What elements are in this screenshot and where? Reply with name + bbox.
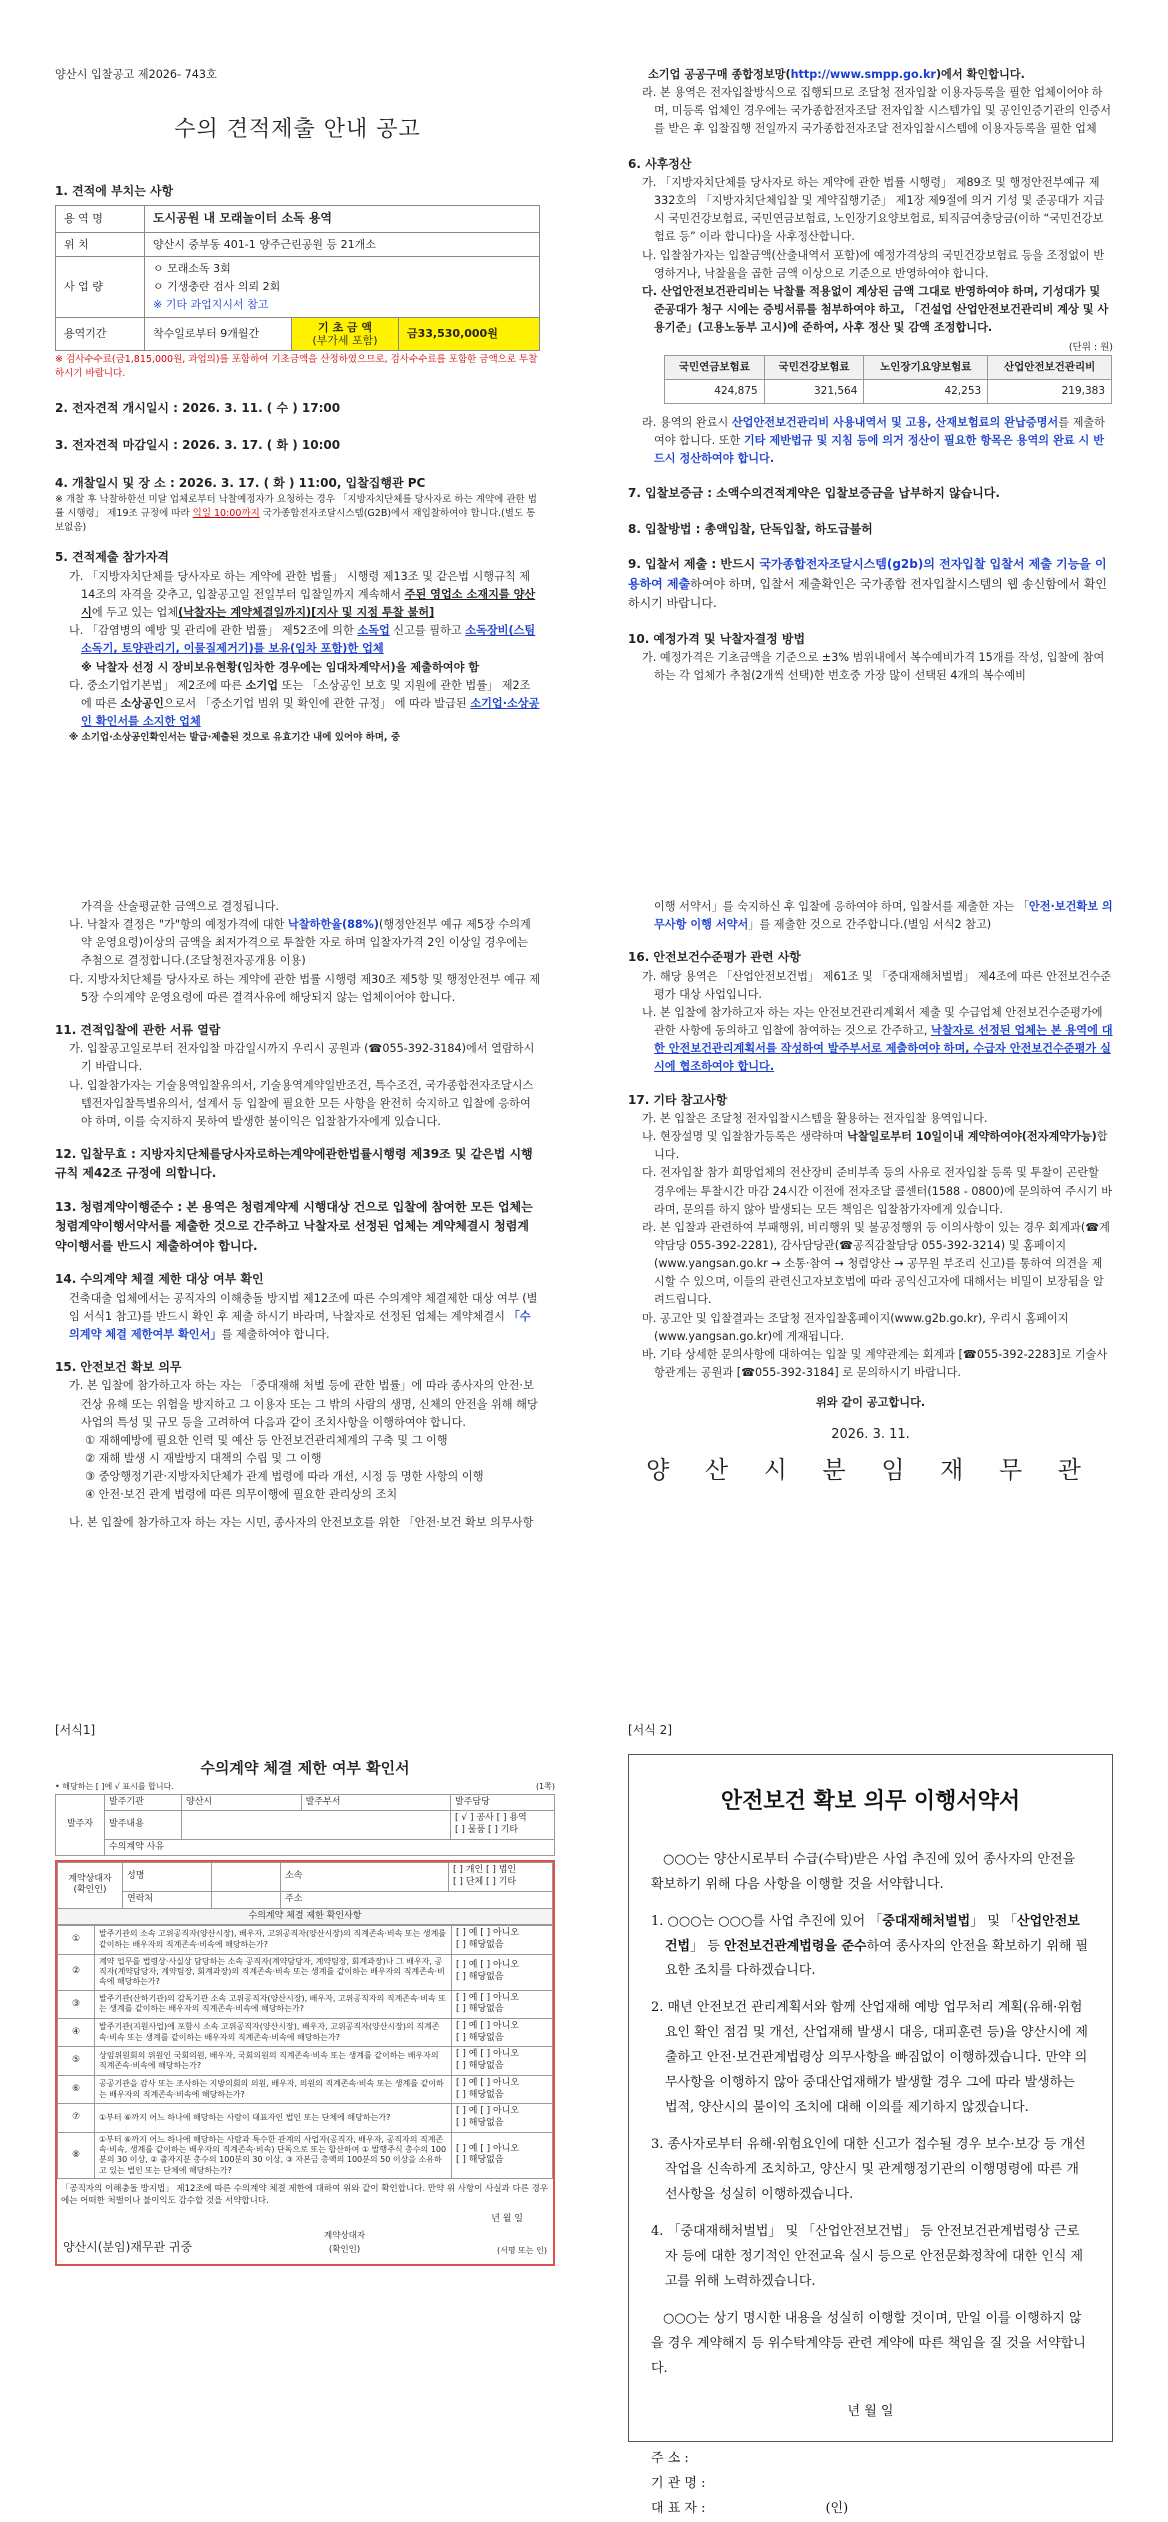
f2-p1-a: 1. ○○○는 ○○○를 사업 추진에 있어 「	[651, 1913, 883, 1929]
s15-item-1: ① 재해예방에 필요한 인력 및 예산 등 안전보건관리체계의 구축 및 그 이행	[85, 1433, 448, 1447]
label-scope: 사 업 량	[56, 257, 145, 317]
f1-chk-indiv[interactable]: [ ] 개인 [ ] 법인	[453, 1865, 517, 1876]
f2-p1-e: 」 등	[690, 1938, 724, 1954]
section-4-note	[55, 493, 540, 534]
form2-p3: 3. 종사자로부터 유해·위험요인에 대한 신고가 접수될 경우 보수·보강 등 개선 작업을 신속하게 조치하고, 양산시 및 관계행정기관의 이행명령에 따른 개선사항을 성실히 이행하겠습니다.	[651, 2137, 1086, 2203]
section-8: 8. 입찰방법 : 총액입찰, 단독입찰, 하도급불허	[628, 521, 873, 536]
f1-sign-note: (서명 또는 인)	[497, 2245, 547, 2255]
f1-row-text: 발주기관의 소속 고위공직자(양산시장), 배우자, 고위공직자(양산시장)의 직계존속·비속 또는 생계를 같이하는 배우자의 직계존속·비속에 해당하는가?	[95, 1926, 452, 1954]
s6-d-blue: 산업안전보건관리비 사용내역서 및 고용, 산재보험료의 완납증명서	[731, 416, 1059, 430]
s5-b-blue: 소독업	[357, 624, 390, 638]
f1-signer: 양산시(분임)재무관 귀중	[63, 2240, 193, 2255]
f1-org-city: 양산시	[182, 1794, 302, 1811]
label-period: 용역기간	[56, 317, 145, 350]
form1-table	[55, 1794, 555, 1857]
form1-rows	[57, 1925, 553, 2179]
f1-row-text: ①부터 ⑥까지 어느 하나에 해당하는 사람과 특수한 관계의 사업자(공직자, 배우자, 공직자의 직계존속·비속, 생계를 같이하는 배우자의 직계존속·비속) 단독으로 또는 합산하여 ① 발행주식 총수의 100분의 30 이상, ② 출자지분 총수의 100분의 30 이상, ③ 자본금 총액의 100분의 50 이상을 소유하고 있는 법인 또는 단체에 해당하는가?	[95, 2132, 452, 2179]
f1-name: 성명	[123, 1863, 212, 1891]
s9-a: 9. 입찰서 제출 : 반드시	[628, 557, 760, 572]
s6-c: 다. 산업안전보건관리비는 낙찰률 적용없이 계상된 금액 그대로 반영하여야 하며, 기성대가 및 준공대가 청구 시에는 증빙서류를 첨부하여야 하고, 「건설업 산업안전보건관리비 계상 및 사용기준」(고용노동부 고시)에 준하여, 사후 정산 및 감액 조정합니다.	[642, 284, 1109, 335]
f1-officer: 발주담당	[450, 1794, 554, 1811]
s17-d: 라. 본 입찰과 관련하여 부패행위, 비리행위 및 불공정행위 등 이의사항이 있는 경우 회계과(☎계약담당 055-392-2281), 감사담당관(☎공직감찰담당 055-392-3214) 및 홈페이지(www.yangsan.go.kr → 소통·참여 → 청렴양산 → 공무원 부조리 신고)를 통하여 의견을 제시할 수 있으며, 이들의 관련신고자보호법에 따라 공익신고자에 대해서는 비밀이 보장됨을 알려드립니다.	[642, 1220, 1110, 1307]
s6-d-blue2: 기타 제반법규 및 지침 등에 의거 정산이 필요한 항목은 용역의 완료 시 반드시 정산하여야 합니다.	[654, 434, 1105, 466]
section-16-title: 16. 안전보건수준평가 관련 사항	[628, 950, 801, 965]
f1-addr: 주소	[281, 1891, 553, 1908]
ml-b1: 나. 낙찰자 결정은 "가"항의 예정가격에 대한	[69, 918, 288, 932]
s4-note-a: ※ 개찰 후 낙찰하한선 미달 업체로부터 낙찰예정자가 요청하는 경우 「지방자치단체를 당사자로 하는 계약에 관한 법률 시행령」 제19조 규정에 따라	[55, 494, 537, 519]
s5-b-text2: 신고를 필하고	[389, 624, 466, 638]
f1-org-name: 발주기관	[105, 1794, 182, 1811]
f1-row-answer[interactable]: [ ] 예 [ ] 아니오 [ ] 해당없음	[452, 2132, 553, 2179]
f1-row-number: ⑥	[58, 2075, 95, 2103]
f1-date: 년 월 일	[491, 2213, 523, 2224]
f1-check-row	[58, 2019, 553, 2047]
s6-d-b: 를 제출하여야 합니다. 또한	[654, 416, 1105, 448]
s14-blue: 「수의계약 체결 제한여부 확인서」	[69, 1309, 531, 1341]
form2-p4: 4. 「중대재해처벌법」 및 「산업안전보건법」 등 안전보건관계법령상 근로자 등에 대한 정기적인 안전교육 실시 등으로 안전문화정착에 대한 인식 제고를 위해 노력하겠습니다.	[651, 2224, 1084, 2289]
s5-c-text3: 으로서 「중소기업 범위 및 확인에 관한 규정」 에 따라 발급된	[163, 696, 471, 710]
f1-row-number: ⑧	[58, 2132, 95, 2179]
form2-rep	[651, 2497, 1090, 2522]
s15-b: 나. 본 입찰에 참가하고자 하는 자는 시민, 종사자의 안전보호를 위한 「안전·보건 확보 의무사항	[69, 1516, 534, 1530]
f1-affil: 소속	[281, 1863, 449, 1891]
f1-reason: 수의계약 사유	[105, 1839, 555, 1856]
budget-sub: (부가세 포함)	[312, 334, 378, 348]
s17-f: 바. 기타 상세한 문의사항에 대하여는 입찰 및 계약관계는 회계과 [☎055-392-2283]로 기술사항관계는 공원과 [☎055-392-3184] 로 문의하시기 바랍니다.	[642, 1347, 1108, 1379]
mr-l1-blue: 안전·보건확보 의무사항 이행 서약서	[654, 900, 1113, 932]
page-mid-left	[55, 898, 540, 1533]
s9-b: 하여야 하며, 입찰서 제출확인은 국가종합 전자입찰시스템의 웹 송신함에서 확인하시기 바랍니다.	[628, 576, 1108, 611]
f1-check-row	[58, 1954, 553, 1990]
s14-body-text: 건축대출 업체에서는 공직자의 이해충돌 방지법 제12조에 따른 수의계약 체결제한 대상 여부 (별임 서식1 참고)를 반드시 확인 후 제출 하시기 바라며, 낙찰자로 선정된 업체는 계약체결시	[69, 1291, 538, 1323]
s17-e: 마. 공고안 및 입찰결과는 조달청 전자입찰홈페이지(www.g2b.go.kr), 우리시 홈페이지(www.yangsan.go.kr)에 게재됩니다.	[642, 1311, 1069, 1343]
s16-b-text: 나. 본 입찰에 참가하고자 하는 자는 안전보건관리계획서 제출 및 수급업체 안전보건수준평가에 관한 사항에 동의하고 입찰에 참여하는 것으로 간주하고,	[642, 1006, 1103, 1038]
form-2	[628, 1721, 1113, 2516]
s6-d-a: 라. 용역의 완료시	[642, 416, 732, 430]
f2-p1-b: 중대재해처벌법	[882, 1913, 971, 1929]
form1-red-section	[55, 1860, 555, 2265]
cost-head-3: 산업안전보건관리비	[988, 356, 1112, 380]
f1-row-number: ①	[58, 1926, 95, 1954]
s14-body	[55, 1290, 540, 1344]
s17-b-text: 나. 현장설명 및 입찰참가등록은 생략하며	[642, 1130, 848, 1144]
r-l1-a: 소기업 공공구매 종합정보망(	[648, 68, 791, 81]
f1-check1[interactable]: [ √ ] 공사 [ ] 용역	[455, 1813, 527, 1824]
budget-label-cell	[292, 317, 399, 350]
f1-chk-group[interactable]: [ ] 단체 [ ] 기타	[453, 1877, 517, 1888]
f1-row-answer[interactable]: [ ] 예 [ ] 아니오 [ ] 해당없음	[452, 1990, 553, 2018]
scope-line-3: ※ 기타 과업지시서 참고	[153, 298, 269, 312]
closing-text: 위와 같이 공고합니다.	[815, 1396, 926, 1410]
section-14-title: 14. 수의계약 체결 제한 대상 여부 확인	[55, 1272, 264, 1287]
s17-b-end: 합니다.	[654, 1130, 1108, 1162]
cost-head-1: 국민건강보험료	[764, 356, 864, 380]
unit-label: (단위 : 원)	[1068, 342, 1113, 354]
s5-b	[55, 622, 540, 658]
f1-row-answer[interactable]: [ ] 예 [ ] 아니오 [ ] 해당없음	[452, 2075, 553, 2103]
budget-note: ※ 검사수수료(금1,815,000원, 과업의)를 포함하여 기초금액을 산정하였으므로, 검사수수료를 포함한 금액으로 투찰하시기 바랍니다.	[55, 354, 538, 380]
form2-date: 년 월 일	[847, 2403, 894, 2419]
section-15-title: 15. 안전보건 확보 의무	[55, 1360, 182, 1375]
s10-a: 가. 예정가격은 기초금액을 기준으로 ±3% 범위내에서 복수예비가격 15개를 작성, 입찰에 참여하는 각 업체가 추첨(2개씩 선택)한 번호중 가장 많이 선택된 4개의 복수예비	[642, 651, 1105, 683]
f1-row-number: ④	[58, 2019, 95, 2047]
s16-a: 가. 해당 용역은 「산업안전보건법」 제61조 및 「중대재해처벌법」 제4조에 따른 안전보건수준평가 대상 사업입니다.	[642, 969, 1112, 1001]
form2-intro: ○○○는 양산시로부터 수급(수탁)받은 사업 추진에 있어 종사자의 안전을 확보하기 위해 다음 사항을 이행할 것을 서약합니다.	[651, 1851, 1076, 1892]
ml-b-blue: 낙찰하한율(88%)	[287, 918, 379, 932]
section-10-title: 10. 예정가격 및 낙찰자결정 방법	[628, 631, 806, 646]
section-1-title: 1. 견적에 부치는 사항	[55, 183, 174, 198]
s4-note-b: 국가종합전자조달시스템(G2B)에서 재입찰하여야 합니다.(별도 통보없음)	[55, 507, 536, 533]
s5-c-text: 다. 중소기업기본법」 제2조에 따른	[69, 678, 246, 692]
f1-check-row	[58, 2047, 553, 2075]
s17-b	[628, 1128, 1113, 1164]
cost-val-1: 321,564	[764, 380, 864, 404]
f2-p1-g: 하여 종사자의 안전을 확보하기 위해 필요한 조치를 다하겠습니다.	[665, 1938, 1089, 1979]
ml-c: 다. 지방자치단체를 당사자로 하는 계약에 관한 법률 시행령 제30조 제5항 및 행정안전부 예규 제5장 수의계약 운영요령에 따른 결격사유에 해당되지 않는 업체이어야 합니다.	[69, 972, 541, 1004]
s4-note-red: 익일 10:00까지	[192, 507, 260, 519]
ml-l1: 가격을 산술평균한 금액으로 결정됩니다.	[81, 900, 279, 913]
form2-p5: ○○○는 상기 명시한 내용을 성실히 이행할 것이며, 만일 이를 이행하지 않을 경우 계약해지 등 위수탁계약등 관련 계약에 따른 책임을 질 것을 서약합니다.	[651, 2310, 1086, 2376]
s15-item-4: ④ 안전·보건 관계 법령에 따른 의무이행에 필요한 관리상의 조치	[85, 1488, 398, 1502]
section-17-title: 17. 기타 참고사항	[628, 1092, 728, 1107]
s5-c-bold2: 소상공인	[120, 696, 164, 710]
s16-b-blue: 낙찰자로 선정된 업체는 본 용역에 대한 안전보건관리계획서를 작성하여 발주부서로 제출하여야 하며, 수급자 안전보건수준평가 실시에 협조하여야 합니다.	[654, 1024, 1113, 1074]
page-title: 수의 견적제출 안내 공고	[174, 117, 421, 143]
form1-party-table	[57, 1862, 553, 1925]
label-location: 위 치	[56, 232, 145, 257]
s6-b: 나. 입찰참가자는 입찰금액(산출내역서 포함)에 예정가격상의 국민건강보험료 등을 조정없이 반영하거나, 낙찰율을 곱한 금액 이상으로 기준으로 반영하여야 합니다.	[642, 248, 1105, 280]
f1-row-text: ①부터 ⑥까지 어느 하나에 해당하는 사람이 대표자인 법인 또는 단체에 해당하는가?	[95, 2104, 452, 2132]
s11-a: 가. 입찰공고일로부터 전자입찰 마감일시까지 우리시 공원과 (☎055-392-3184)에서 열람하시기 바랍니다.	[69, 1042, 535, 1074]
s6-d	[628, 414, 1113, 468]
f1-row-number: ⑦	[58, 2104, 95, 2132]
f1-orderer: 발주자	[56, 1794, 105, 1856]
f2-p1-d: 산업안전보건법	[665, 1913, 1080, 1954]
ml-b2: (행정안전부 예규 제5장 수의계약 운영요령)이상의 금액을 최저가격으로 투찰한 자로 하며 입찰자가격 2인 이상일 경우에는 추첨으로 결정합니다.(조달청전자공개용 이용)	[81, 918, 531, 968]
form2-addr: 주 소 :	[651, 2450, 689, 2466]
f1-sign-row	[57, 2226, 553, 2264]
s15-item-3: ③ 중앙행정기관·지방자치단체가 관계 법령에 따라 개선, 시정 등 명한 사항의 이행	[85, 1470, 484, 1484]
f1-check-row	[58, 1926, 553, 1954]
form2-p2: 2. 매년 안전보건 관리계획서와 함께 산업재해 예방 업무처리 계획(유해·위험요인 확인 점검 및 개선, 산업재해 발생시 대응, 대피훈련 등)을 양산시에 제출하고 안전·보건관계법령상 의무사항을 빠짐없이 이행하겠습니다. 만약 의무사항을 이행하지 않아 중대산업재해가 발생할 경우 그에 따라 발생하는 법적, 양산시의 불이익 조치에 대해 이의를 제기하지 않겠습니다.	[651, 2000, 1088, 2116]
f1-row-number: ②	[58, 1954, 95, 1990]
section-12: 12. 입찰무효 : 지방자치단체를당사자로하는계약에관한법률시행령 제39조 및 같은법 시행규칙 제42조 규정에 의합니다.	[55, 1146, 533, 1181]
s14-end: 를 제출하여야 합니다.	[221, 1327, 330, 1341]
ra: 라. 본 용역은 전자입찰방식으로 집행되므로 조달청 전자입찰 이용자등록을 필한 업체이어야 하며, 미등록 업체인 경우에는 국가종합전자조달 전자입찰 시스템가입 및 공인인증기관의 인증서를 받은 후 입찰집행 전일까지 국가종합전자조달 전자입찰시스템에 이용자등록을 필한 업체	[642, 86, 1112, 136]
f1-row-answer[interactable]: [ ] 예 [ ] 아니오 [ ] 해당없음	[452, 1954, 553, 1990]
s5-a-text: 가. 「지방자치단체를 당사자로 하는 계약에 관한 법률」 시행령 제13조 및 같은법 시행규칙 제14조의 자격을 갖추고, 입찰공고일 전일부터 입찰일까지 계속해서	[69, 569, 531, 601]
s5-c	[55, 677, 540, 731]
section-6-title: 6. 사후정산	[628, 156, 692, 171]
form1-note: • 해당하는 [ ]에 √ 표시를 합니다.	[55, 1781, 174, 1791]
section-11-title: 11. 견적입찰에 관한 서류 열람	[55, 1022, 221, 1037]
f1-check-row	[58, 1990, 553, 2018]
cost-val-2: 42,253	[864, 380, 988, 404]
s5-c-note: ※ 소기업·소상공인확인서는 발급·제출된 것으로 유효기간 내에 있어야 하며, 중	[69, 732, 401, 744]
f1-ceo: 연락처	[123, 1891, 212, 1908]
f1-row-text: 공공기관을 감사 또는 조사하는 지방의회의 의원, 배우자, 의원의 직계존속·비속 또는 생계를 같이하는 배우자의 직계존속·비속에 해당하는가?	[95, 2075, 452, 2103]
location-value: 양산시 중부동 401-1 양주근린공원 등 21개소	[145, 232, 540, 257]
section-2: 2. 전자견적 개시일시 : 2026. 3. 11. ( 수 ) 17:00	[55, 400, 341, 415]
s17-a: 가. 본 입찰은 조달청 전자입찰시스템을 활용하는 전자입찰 용역입니다.	[642, 1112, 988, 1125]
s5-c-blue: 소기업·소상공인 확인서를 소지한 업체	[81, 696, 540, 728]
scope-line-2: ㅇ 기생충란 검사 의뢰 2회	[153, 280, 281, 294]
f1-check-row	[58, 2104, 553, 2132]
notice-date: 2026. 3. 11.	[831, 1427, 910, 1443]
f1-row-number: ⑤	[58, 2047, 95, 2075]
smpp-link[interactable]: http://www.smpp.go.kr	[790, 68, 936, 81]
f1-check-head: 수의계약 체결 제한 확인사항	[58, 1908, 553, 1925]
cost-table	[664, 355, 1112, 404]
s17-c: 다. 전자입찰 참가 희망업체의 전산장비 준비부족 등의 사유로 전자입찰 등록 및 투찰이 곤란할 경우에는 투찰시간 마감 24시간 이전에 전자조달 콜센터(1588 - 0800)에 문의하여 주시기 바라며, 문의를 하지 않아 발생되는 모든 책임은 입찰참가자에게 있습니다.	[642, 1166, 1113, 1216]
label-project-name: 용 역 명	[56, 206, 145, 232]
f1-check2[interactable]: [ ] 물품 [ ] 기타	[455, 1825, 519, 1836]
s5-a	[55, 568, 540, 622]
form1-label: [서식1]	[55, 1723, 96, 1737]
mr-l1-a: 이행 서약서」를 숙지하신 후 입찰에 응하여야 하며, 입찰서를 제출한 자는 「	[654, 900, 1029, 913]
project-table	[55, 205, 540, 351]
f1-row-text: 계약 업무를 법령상·사실상 담당하는 소속 공직자(계약담당자, 계약팀장, 회계과장)나 그 배우자, 공직자(계약담당자, 계약팀장, 회계과장)의 직계존속·비속 또는 생계를 같이하는 배우자의 직계존속·비속에 해당하는가?	[95, 1954, 452, 1990]
issuer-name: 양 산 시 분 임 재 무 관	[646, 1456, 1095, 1485]
notice-number: 양산시 입찰공고 제2026- 743호	[55, 68, 217, 81]
s17-b-bold: 낙찰일로부터 10일이내 계약하여야(전자계약가능)	[847, 1130, 1097, 1144]
s5-a-text2: 에 두고 있는 업체	[91, 606, 179, 620]
cost-head-0: 국민연금보험료	[665, 356, 765, 380]
cost-val-3: 219,383	[988, 380, 1112, 404]
r-line-1	[628, 66, 1113, 84]
form1-pages: (1쪽)	[535, 1781, 555, 1791]
f1-dept: 발주부서	[301, 1794, 450, 1811]
section-9	[628, 555, 1113, 613]
f1-content: 발주내용	[105, 1811, 182, 1839]
f1-row-text: 발주기관(산하기관)의 감독기관 소속 고위공직자(양산시장), 배우자, 고위공직자의 직계존속·비속 또는 생계를 같이하는 배우자의 직계존속·비속에 해당하는가?	[95, 1990, 452, 2018]
budget-value: 금33,530,000원	[399, 317, 540, 350]
form2-p1	[651, 1910, 1090, 1985]
f2-p1-c: 」 및 「	[970, 1913, 1018, 1929]
ml-b	[55, 916, 540, 970]
cost-val-0: 424,875	[665, 380, 765, 404]
budget-label: 기 초 금 액	[318, 320, 372, 334]
s5-b-blue2: 소독장비(스팀소독기, 토양관리기, 이물질제거기)를 보유(임차 포함)한 업체	[81, 624, 536, 656]
f1-check-row	[58, 2132, 553, 2179]
f1-party: 계약상대자 (확인인)	[58, 1863, 123, 1908]
form-1	[55, 1721, 555, 2266]
f1-row-answer[interactable]: [ ] 예 [ ] 아니오 [ ] 해당없음	[452, 2104, 553, 2132]
page-top-right	[628, 66, 1113, 685]
s5-b-text: 나. 「감염병의 예방 및 관리에 관한 법률」 제52조에 의한	[69, 624, 358, 638]
scope-cell	[145, 257, 540, 317]
s15-item-2: ② 재해 발생 시 재발방지 대책의 수립 및 그 이행	[85, 1452, 322, 1466]
form2-label: [서식 2]	[628, 1723, 672, 1737]
section-13: 13. 청렴계약이행준수 : 본 용역은 청렴계약제 시행대상 건으로 입찰에 참여한 모든 업체는 청렴계약이행서약서를 제출한 것으로 간주하고 낙찰자로 선정된 업체는 계약체결시 청렴계약이행서를 반드시 제출하여야 합니다.	[55, 1199, 533, 1253]
r-l1-b: )에서 확인합니다.	[935, 68, 1025, 81]
f1-party-sign: 계약상대자 (확인인)	[324, 2231, 366, 2256]
f1-check-row	[58, 2075, 553, 2103]
f1-party-type[interactable]	[449, 1863, 553, 1891]
f1-check-type[interactable]	[451, 1811, 555, 1839]
f1-row-answer[interactable]: [ ] 예 [ ] 아니오 [ ] 해당없음	[452, 2047, 553, 2075]
s11-b: 나. 입찰참가자는 기술용역입찰유의서, 기술용역계약일반조건, 특수조건, 국가종합전자조달시스템전자입찰특별유의서, 설계서 등 입찰에 필요한 모든 사항을 완전히 숙지하고 입찰에 응하여야 하며, 이를 숙지하지 못하여 발생한 불이익은 입찰참가자에게 있습니다.	[69, 1078, 534, 1128]
f1-row-answer[interactable]: [ ] 예 [ ] 아니오 [ ] 해당없음	[452, 1926, 553, 1954]
section-3: 3. 전자견적 마감일시 : 2026. 3. 17. ( 화 ) 10:00	[55, 438, 341, 453]
f2-rep-label: 대 표 자 :	[651, 2500, 706, 2516]
page-mid-right	[628, 898, 1113, 1490]
page-top-left	[55, 66, 540, 745]
s15-a: 가. 본 입찰에 참가하고자 하는 자는 「중대재해 처벌 등에 관한 법률」에 따라 종사자의 안전·보건상 유해 또는 위험을 방지하고 그 이용자 또는 그 밖의 사람의 생명, 신체의 안전을 위해 해당 사업의 특성 및 규모 등을 고려하여 다음과 같이 조치사항을 이행하여야 합니다.	[69, 1379, 538, 1429]
s5-c-bold: 소기업	[245, 678, 279, 692]
f1-footer: 「공직자의 이해충돌 방지법」 제12조에 따른 수의계약 체결 제한에 대하여 위와 같이 확인합니다. 만약 위 사항이 사실과 다른 경우에는 어떠한 처벌이나 불이익도 감수할 것을 서약합니다.	[61, 2184, 549, 2207]
f1-row-text: 상임위원회의 위원인 국회의원, 배우자, 국회의원의 직계존속·비속 또는 생계를 같이하는 배우자의 직계존속·비속에 해당하는가?	[95, 2047, 452, 2075]
form1-title: 수의계약 체결 제한 여부 확인서	[200, 1759, 410, 1778]
mr-l1	[628, 898, 1113, 934]
cost-head-2: 노인장기요양보험료	[864, 356, 988, 380]
s16-b	[628, 1004, 1113, 1077]
section-4: 4. 개찰일시 및 장 소 : 2026. 3. 17. ( 화 ) 11:00, 입찰집행관 PC	[55, 475, 426, 490]
form2-org: 기 관 명 :	[651, 2475, 706, 2491]
form1-note-row	[55, 1781, 555, 1794]
scope-line-1: ㅇ 모래소독 3회	[153, 262, 231, 276]
form2-box	[628, 1754, 1113, 2516]
form2-title: 안전보건 확보 의무 이행서약서	[720, 1789, 1021, 1815]
mr-l1-b: 」를 제출한 것으로 간주합니다.(별임 서식2 참고)	[748, 918, 992, 932]
project-name: 도시공원 내 모래놀이터 소독 용역	[145, 206, 540, 232]
s5-c-text2: 또는 「소상공인 보호 및 지원에 관한 법률」 제2조에 따른	[81, 678, 531, 710]
s6-a: 가. 「지방자치단체를 당사자로 하는 계약에 관한 법률 시행령」 제89조 및 행정안전부예규 제 332호의 「지방자치단체입찰 및 계약집행기준」 제1장 제9절에 의거 기성 및 준공대가 지급 시 국민건강보험료, 국민연금보험료, 노인장기요양보험료, 퇴직금여충당금(이하 “국민건강보험료 등” 이라 합니다)을 사후정산합니다.	[642, 176, 1105, 244]
f2-seal: (인)	[825, 2500, 849, 2516]
s9-blue: 국가종합전자조달시스템(g2b)의 전자입찰 입찰서 제출 기능을 이용하여 제출	[628, 557, 1107, 591]
period-value: 착수일로부터 9개월간	[145, 317, 292, 350]
s5-a-bold2: (낙찰자는 계약체결일까지)[지사 및 지점 투찰 불허]	[178, 606, 435, 620]
section-7: 7. 입찰보증금 : 소액수의견적계약은 입찰보증금을 납부하지 않습니다.	[628, 486, 1000, 501]
s5-b-note: ※ 낙찰자 선정 시 장비보유현황(임차한 경우에는 임대차계약서)을 제출하여야 함	[81, 660, 480, 674]
f2-p1-f: 안전보건관계법령을 준수	[723, 1938, 867, 1954]
f1-row-text: 발주기관(지원사업)에 포함시 소속 고위공직자(양산시장), 배우자, 고위공직자(양산시장)의 직계존속·비속 또는 생계를 같이하는 배우자의 직계존속·비속에 해당하는가?	[95, 2019, 452, 2047]
s5-a-bold: 주된 영업소 소재지를 양산시	[81, 587, 536, 620]
f1-row-answer[interactable]: [ ] 예 [ ] 아니오 [ ] 해당없음	[452, 2019, 553, 2047]
section-5-title: 5. 견적제출 참가자격	[55, 550, 170, 565]
f1-row-number: ③	[58, 1990, 95, 2018]
